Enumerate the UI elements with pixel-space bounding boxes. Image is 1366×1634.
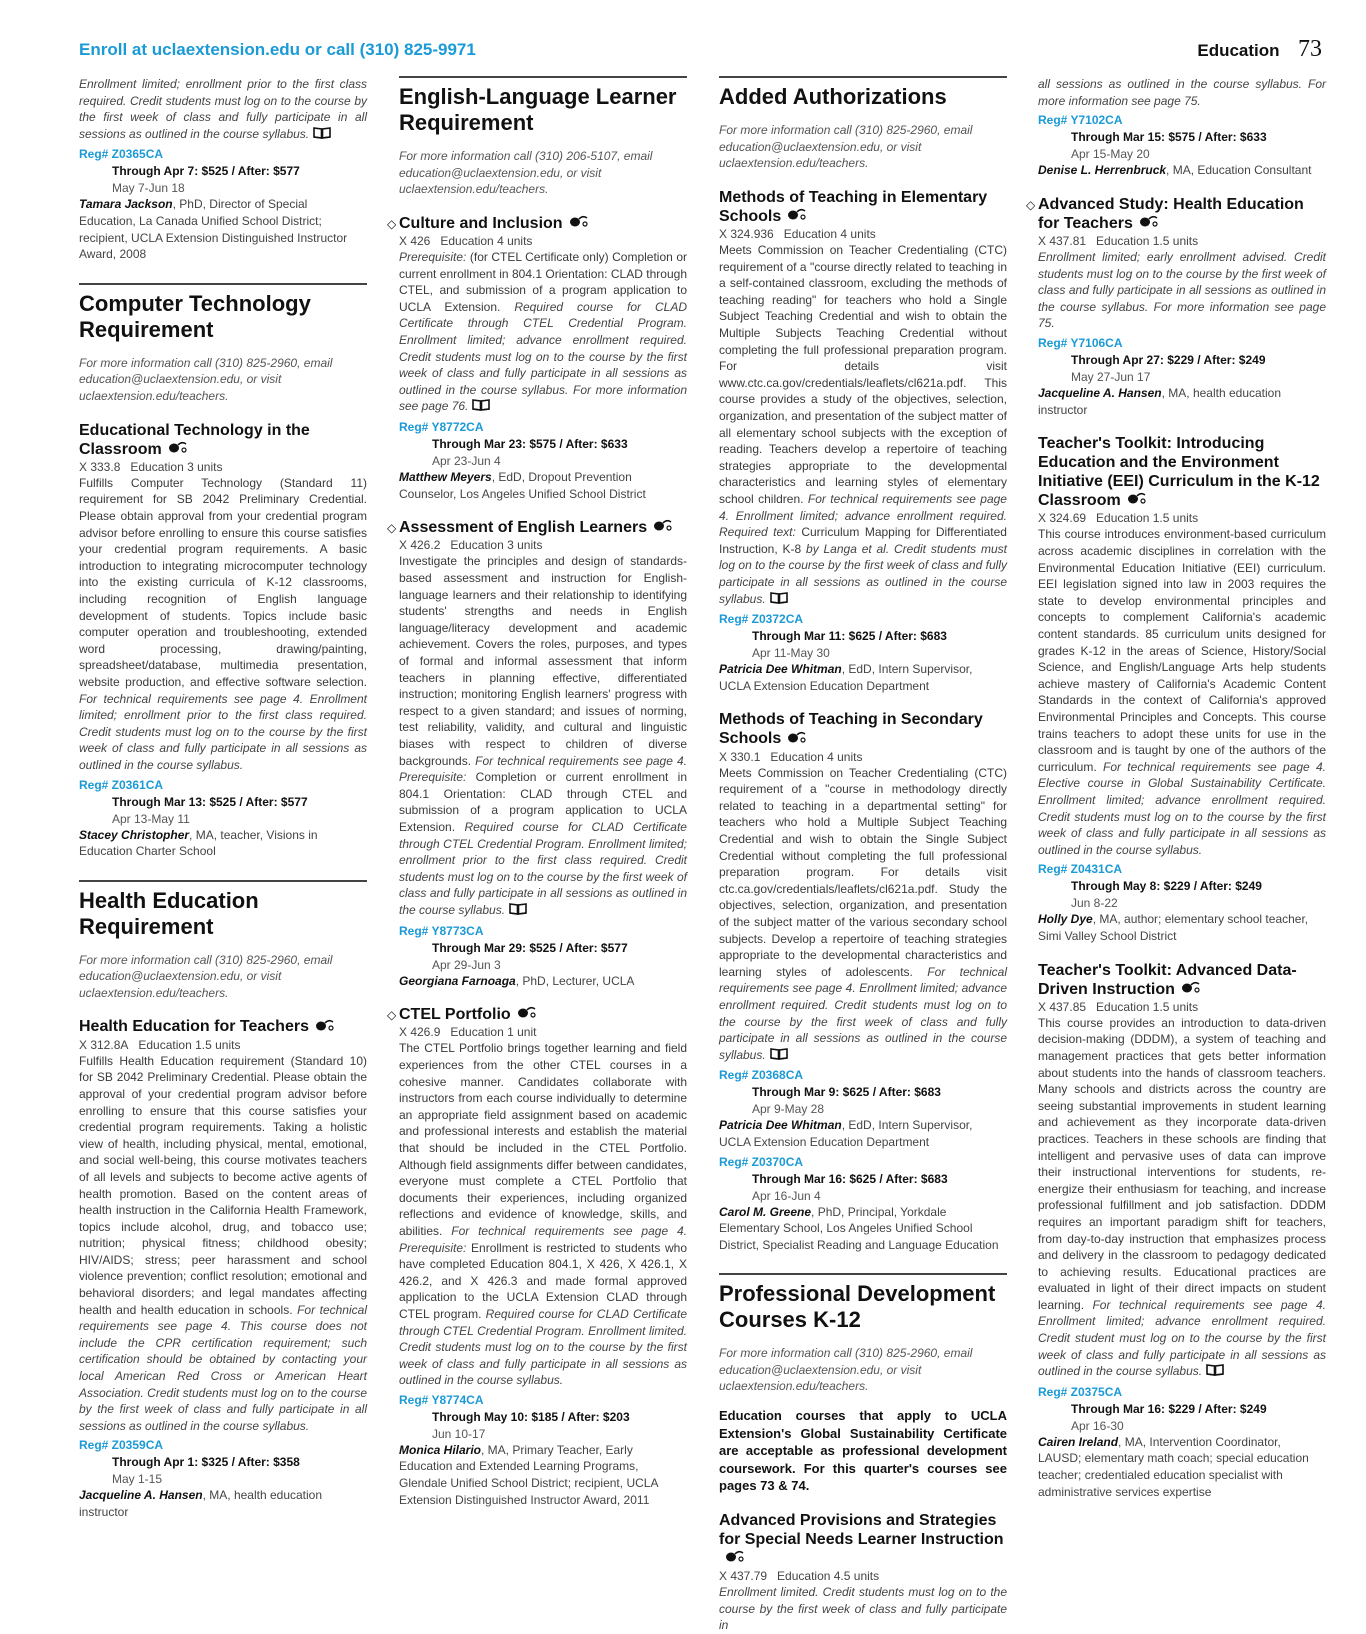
course-description: The CTEL Portfolio brings together learning and field experiences from the other CTEL courses in a cohesive manner. Candidates collaborate with instructors from each course individually to determine an appropriate field assignment based on academic and professional interests and establish the material that should be included in the CTEL Portfolio. Although field assignments differ between candidates, everyone must complete a CTEL Portfolio that documents their experiences, including organized reflections and evidence of knowledge, skills, and abilities. For technical requirements see page 4. Prerequisite: Enrollment is restricted to students who have completed Education 804.1, X 426, X 426.1, X 426.2, and X 426.3 and made formal approved application to the UCLA Extension CLAD through CTEL program. Required course for CLAD Certificate through CTEL Credential Program. Enrollment limited. Credit students must log on to the course by the first week of class and fully participate in all sessions as outlined in the course syllabus. [399,1041,687,1388]
course-title: Teacher's Toolkit: Introducing Education and the Environment Initiative (EEI) Curriculum in the K-12 Classroom [1038,435,1320,510]
section-title: Added Authorizations [719,84,947,109]
reg-number[interactable]: Reg# Y7106CA [1038,336,1123,351]
instructor: Monica Hilario, MA, Primary Teacher, Early Education and Extended Learning Programs, Glendale Unified School District; recipient, UCLA Extension Distinguished Instructor Award, 2011 [399,1442,658,1507]
course-toolkit-data-driven [1038,961,1326,1501]
course-title: ◇ Culture and Inclusion [399,214,687,233]
dates: Apr 9-May 28 [752,1102,825,1117]
course-description: This course provides an introduction to data-driven decision-making (DDDM), a system of teaching and management practices that gets better information about students into the hands of classroom teachers. Many schools and districts across the country are seeing substantial improvements in student learning and achievement as they incorporate data-driven practices. Teachers in these schools are finding that intelligent and pervasive uses of data can improve their instructional interventions for students, re-energize their enthusiasm for teaching, and increase professional fulfillment and job satisfaction. DDDM requires an important paradigm shift for teachers, from day-to-day instruction that emphasizes process and delivery in the classroom to pedagogy dedicated to achieving results. Educational practices are evaluated in light of their direct impacts on student learning. For technical requirements see page 4. Enrollment limited; advance enrollment required. Credit student must log on to the course by the first week of class and fully participate in all sessions as outlined in the course syllabus. [1038,1015,1326,1381]
section-title: Health Education Requirement [79,887,259,939]
course-meta: X 437.85 Education 1.5 units [1038,999,1199,1014]
price: Through Mar 13: $525 / After: $577 [112,794,308,809]
section-computer-technology [79,283,367,405]
course-methods-elementary [719,188,1007,695]
instructor: Patricia Dee Whitman, EdD, Intern Supervisor, UCLA Extension Education Department [719,1118,973,1149]
dates: Apr 13-May 11 [112,811,190,826]
course-description: Prerequisite: (for CTEL Certificate only) Completion or current enrollment in 804.1 Orientation: CLAD through CTEL, and submission of a program application to UCLA Extension. Required course for CLAD Certificate through CTEL Credential Program. Enrollment limited; advance enrollment required. Credit students must log on to the course by the first week of class and fully participate in all sessions as outlined in the course syllabus. For more information see page 76. [399,249,687,416]
diamond-icon: ◇ [387,216,397,231]
online-course-icon [1181,980,1201,999]
section-title: English-Language Learner Requirement [399,84,677,135]
online-course-icon [1139,214,1159,233]
dates: Apr 29-Jun 3 [432,957,501,972]
online-course-icon [1127,491,1147,510]
course-title: Educational Technology in the Classroom [79,421,310,458]
course-assessment-english-learners [387,518,687,989]
reg-number[interactable]: Reg# Z0365CA [79,147,164,162]
course-methods-secondary [719,710,1007,1253]
instructor: Denise L. Herrenbruck, MA, Education Consultant [1038,163,1312,178]
header-right [1197,36,1322,63]
course-meta: X 426 Education 4 units [399,234,533,249]
online-course-icon [517,1005,537,1024]
section-added-authorizations [719,76,1007,172]
course-description: Fulfills Computer Technology (Standard 11) requirement for SB 2042 Preliminary Credential. Please obtain approval from your credential program advisor before enrolling to ensure this course satisfies your credential program requirements. A basic introduction to integrating microcomputer technology into the existing curricula of K-12 classrooms, including recognition of English language development of students. Topics include basic computer operation and troubleshooting, extended word processing, drawing/painting, spreadsheet/database, multimedia presentation, website production, and effective software selection. For technical requirements see page 4. Enrollment limited; enrollment prior to the first class required. Credit students must log on to the course by the first week of class and fully participate in all sessions as outlined in the course syllabus. [79,475,367,772]
textbook-icon [770,591,788,609]
course-meta: X 324.69 Education 1.5 units [1038,511,1199,526]
course-title: Teacher's Toolkit: Advanced Data-Driven Instruction [1038,961,1297,998]
course-description: Enrollment limited; enrollment prior to the first class required. Credit students must log on to the course by the first week of class and fully participate in all sessions as outlined in the course syllabus. [79,76,367,143]
reg-number[interactable]: Reg# Z0368CA [719,1068,804,1083]
course-title: Health Education for Teachers [79,1017,367,1036]
online-course-icon [315,1018,335,1037]
dates: Apr 16-Jun 4 [752,1188,821,1203]
instructor: Patricia Dee Whitman, EdD, Intern Supervisor, UCLA Extension Education Department [719,662,973,693]
dates: May 1-15 [112,1472,163,1487]
section-title: Computer Technology Requirement [79,290,311,342]
price: Through May 10: $185 / After: $203 [432,1409,630,1424]
reg-number[interactable]: Reg# Z0431CA [1038,862,1123,877]
course-toolkit-eei [1038,434,1326,944]
online-course-icon [787,730,807,749]
instructor: Holly Dye, MA, author; elementary school teacher, Simi Valley School District [1038,912,1309,943]
section-info: For more information call (310) 206-5107, email education@uclaextension.edu, or visit uclaextension.edu/teachers. [399,149,653,197]
online-course-icon [653,518,673,537]
online-course-icon [787,207,807,226]
section-info: For more information call (310) 825-2960, email education@uclaextension.edu, or visit uclaextension.edu/teachers. [719,1346,973,1394]
course-advanced-study-health [1026,195,1326,418]
instructor: Jacqueline A. Hansen, MA, health education instructor [1038,386,1282,417]
textbook-icon [770,1047,788,1065]
price: Through Apr 1: $325 / After: $358 [112,1455,300,1470]
course-meta: X 437.79 Education 4.5 units [719,1569,880,1584]
course-title: Methods of Teaching in Secondary Schools [719,711,983,748]
course-description: Investigate the principles and design of standards-based assessment and instruction for English-language learners and their relationship to identifying students' strengths and needs in English language/literacy development and academic achievement. Covers the roles, purposes, and types of formal and informal assessment that inform teachers in planning effective, differentiated instruction; monitoring English learners' progress with respect to a given standard; and issues of norming, test reliability, validity, and cultural and linguistic biases with respect to children of diverse backgrounds. For technical requirements see page 4. Prerequisite: Completion or current enrollment in 804.1 Orientation: CLAD through CTEL and submission of a program application to UCLA Extension. Required course for CLAD Certificate through CTEL Credential Program. Enrollment limited; enrollment prior to the first class required. Credit students must log on to the course by the first week of class and fully participate in all sessions as outlined in the course syllabus. [399,553,687,919]
course-educational-technology [79,421,367,860]
sustainability-note: Education courses that apply to UCLA Extension's Global Sustainability Certificate are acceptable as professional development coursework. For this quarter's courses see pages 73 & 74. [719,1408,1007,1494]
section-professional-development [719,1273,1007,1495]
course-health-education-teachers [79,1017,367,1520]
course-title: Advanced Provisions and Strategies for Special Needs Learner Instruction [719,1511,1007,1568]
online-course-icon [168,440,188,459]
course-culture-inclusion [387,214,687,502]
course-meta: X 312.8A Education 1.5 units [79,1037,241,1052]
column-1 [79,76,367,1521]
dates: Apr 23-Jun 4 [432,454,501,469]
price: Through Apr 7: $525 / After: $577 [112,164,300,179]
course-meta: X 330.1 Education 4 units [719,749,863,764]
enroll-line[interactable]: Enroll at uclaextension.edu or call (310) 825-9971 [79,40,476,59]
dates: Apr 16-30 [1071,1418,1124,1433]
section-info: For more information call (310) 825-2960, email education@uclaextension.edu, or visit uclaextension.edu/teachers. [79,952,333,1000]
diamond-icon: ◇ [387,1008,397,1023]
section-health-education [79,880,367,1002]
instructor: Carol M. Greene, PhD, Principal, Yorkdale Elementary School, Los Angeles Unified School District, Specialist Reading and Language Education [719,1204,999,1252]
instructor: Tamara Jackson, PhD, Director of Special Education, La Canada Unified School District; recipient, UCLA Extension Distinguished Instructor Award, 2008 [79,197,348,262]
diamond-icon: ◇ [1026,197,1036,212]
course-meta: X 426.9 Education 1 unit [399,1025,537,1040]
course-title: ◇ Advanced Study: Health Education for Teachers [1026,195,1304,232]
section-english-language-learner [399,76,687,198]
course-description: all sessions as outlined in the course syllabus. For more information see page 75. [1038,77,1326,108]
column-2 [387,76,687,1508]
dates: May 27-Jun 17 [1071,370,1151,385]
reg-number[interactable]: Reg# Y7102CA [1038,113,1123,128]
reg-number[interactable]: Reg# Z0361CA [79,777,164,792]
section-info: For more information call (310) 825-2960, email education@uclaextension.edu, or visit uclaextension.edu/teachers. [79,355,333,403]
reg-number[interactable]: Reg# Z0370CA [719,1154,804,1169]
instructor: Jacqueline A. Hansen, MA, health education instructor [79,1488,323,1519]
course-ctel-portfolio [387,1005,687,1508]
textbook-icon [313,126,331,144]
reg-number[interactable]: Reg# Y8774CA [399,1392,484,1407]
instructor: Matthew Meyers, EdD, Dropout Prevention Counselor, Los Angeles Unified School District [399,470,646,501]
dates: Apr 15-May 20 [1071,147,1150,162]
instructor: Stacey Christopher, MA, teacher, Visions in Education Charter School [79,827,318,859]
price: Through Mar 29: $525 / After: $577 [432,940,628,955]
course-description: This course introduces environment-based curriculum across academic disciplines in correlation with the Environmental Education Initiative (EEI) curriculum. EEI legislation signed into law in 2003 requires the state to develop environmental principles and concepts to complement California's academic content standards. 85 curriculum units designed for grades K-12 in the areas of Science, History/Social Science, and English/Language Arts help students achieve mastery of California's Academic Content Standards in the context of California's approved Environmental Principles and Concepts. This course trains teachers to adopt these units for use in the classroom and is taught by one of the authors of the curriculum. For technical requirements see page 4. Elective course in Global Sustainability Certificate. Enrollment limited; advance enrollment required. Credit students must log on to the course by the first week of class and fully participate in all sessions as outlined in the course syllabus. [1038,527,1326,857]
reg-number[interactable]: Reg# Y8772CA [399,420,484,435]
course-title: ◇ CTEL Portfolio [399,1005,687,1024]
textbook-icon [1206,1363,1224,1381]
section-info: For more information call (310) 825-2960, email education@uclaextension.edu, or visit uclaextension.edu/teachers. [719,123,973,171]
textbook-icon [472,398,490,416]
course-meta: X 426.2 Education 3 units [399,538,543,553]
course-title: ◇ Assessment of English Learners [399,518,687,537]
online-course-icon [569,214,589,233]
course-description: Meets Commission on Teacher Credentialing (CTC) requirement of a "course directly related to teaching in a self-contained classroom, excluding the methods of teaching reading" for teachers who hold a Single Subject Teaching Credential and wish to obtain the Multiple Subjects Teaching Credential without completing the full professional preparation program. For details visit www.ctc.ca.gov/credentials/leaflets/cl621a.pdf. This course provides a study of the objectives, selection, organization, and presentation of the subject matter of all elementary school subjects with the exception of reading. Teachers develop a repertoire of teaching strategies appropriate to the developmental characteristics and learning styles of elementary school children. For technical requirements see page 4. Enrollment limited; advance enrollment required. Required text: Curriculum Mapping for Differentiated Instruction, K-8 by Langa et al. Credit students must log on to the course by the first week of class and fully participate in all sessions as outlined in the course syllabus. [719,242,1007,608]
dates: Jun 10-17 [432,1426,486,1441]
section-name: Education [1197,41,1280,60]
price: Through Apr 27: $229 / After: $249 [1071,353,1266,368]
course-description: Enrollment limited; early enrollment advised. Credit students must log on to the course by the first week of class and fully participate in all sessions as outlined in the course syllabus. For more information see page 75. [1038,250,1326,331]
price: Through Mar 16: $625 / After: $683 [752,1171,948,1186]
dates: May 7-Jun 18 [112,181,185,196]
price: Through Mar 11: $625 / After: $683 [752,629,947,644]
online-course-icon [725,1549,745,1568]
price: Through Mar 16: $229 / After: $249 [1071,1401,1267,1416]
reg-number[interactable]: Reg# Y8773CA [399,923,484,938]
diamond-icon: ◇ [387,521,397,536]
course-meta: X 324.936 Education 4 units [719,227,876,242]
column-3 [719,76,1007,1634]
page-number: 73 [1298,36,1322,62]
textbook-icon [509,902,527,920]
course-description: Enrollment limited. Credit students must log on to the course by the first week of class and fully participate in [719,1585,1007,1633]
dates: Jun 8-22 [1071,896,1118,911]
price: Through Mar 23: $575 / After: $633 [432,437,628,452]
course-title: Methods of Teaching in Elementary Schools [719,188,988,225]
course-meta: X 437.81 Education 1.5 units [1038,234,1199,249]
instructor: Georgiana Farnoaga, PhD, Lecturer, UCLA [399,973,635,988]
course-advanced-provisions [719,1511,1007,1634]
price: Through May 8: $229 / After: $249 [1071,879,1262,894]
page-header [79,36,1322,66]
reg-number[interactable]: Reg# Z0375CA [1038,1384,1123,1399]
price: Through Mar 9: $625 / After: $683 [752,1085,941,1100]
reg-number[interactable]: Reg# Z0359CA [79,1438,164,1453]
reg-number[interactable]: Reg# Z0372CA [719,612,804,627]
course-meta: X 333.8 Education 3 units [79,459,223,474]
section-title: Professional Development Courses K-12 [719,1281,996,1333]
course-description: Meets Commission on Teacher Credentialing (CTC) requirement of a "course in methodology directly related to teaching in a departmental setting" for teachers who hold a Multiple Subject Teaching Credential and wish to obtain the Single Subject Credential without completing the full professional preparation program. For details visit ctc.ca.gov/credentials/leaflets/cl621a.pdf. Study the objectives, selection, organization, and presentation of the subject matter of the various secondary school subjects. Develop a repertoire of teaching strategies appropriate to the developmental characteristics and learning styles of adolescents. For technical requirements see page 4. Enrollment limited; advance enrollment required. Credit students must log on to the course by the first week of class and fully participate in all sessions as outlined in the course syllabus. [719,765,1007,1065]
dates: Apr 11-May 30 [752,646,830,661]
column-4 [1026,76,1326,1500]
price: Through Mar 15: $575 / After: $633 [1071,130,1267,145]
instructor: Cairen Ireland, MA, Intervention Coordinator, LAUSD; elementary math coach; special education teacher; credentialed education specialist with administrative services expertise [1038,1434,1309,1499]
course-description: Fulfills Health Education requirement (Standard 10) for SB 2042 Preliminary Credential. Please obtain the approval of your credential program advisor before enrolling to ensure that this course satisfies your credential program requirements. Taking a holistic view of health, including physical, mental, emotional, and social well-being, this course motivates teachers of all levels and subjects to become active agents of health promotion. Based on the content areas of health instruction in the California Health Framework, topics include alcohol, drug, and tobacco use; nutrition; physical fitness; childhood obesity; HIV/AIDS; stress; peer harassment and school violence prevention; conflict resolution; emotional and behavioral disorders; and legal mandates affecting health and health education in schools. For technical requirements see page 4. This course does not include the CPR certification requirement; such certification should be obtained by contacting your local American Red Cross or American Heart Association. Credit students must log on to the course by the first week of class and fully participate in all sessions as outlined in the course syllabus. [79,1053,367,1433]
